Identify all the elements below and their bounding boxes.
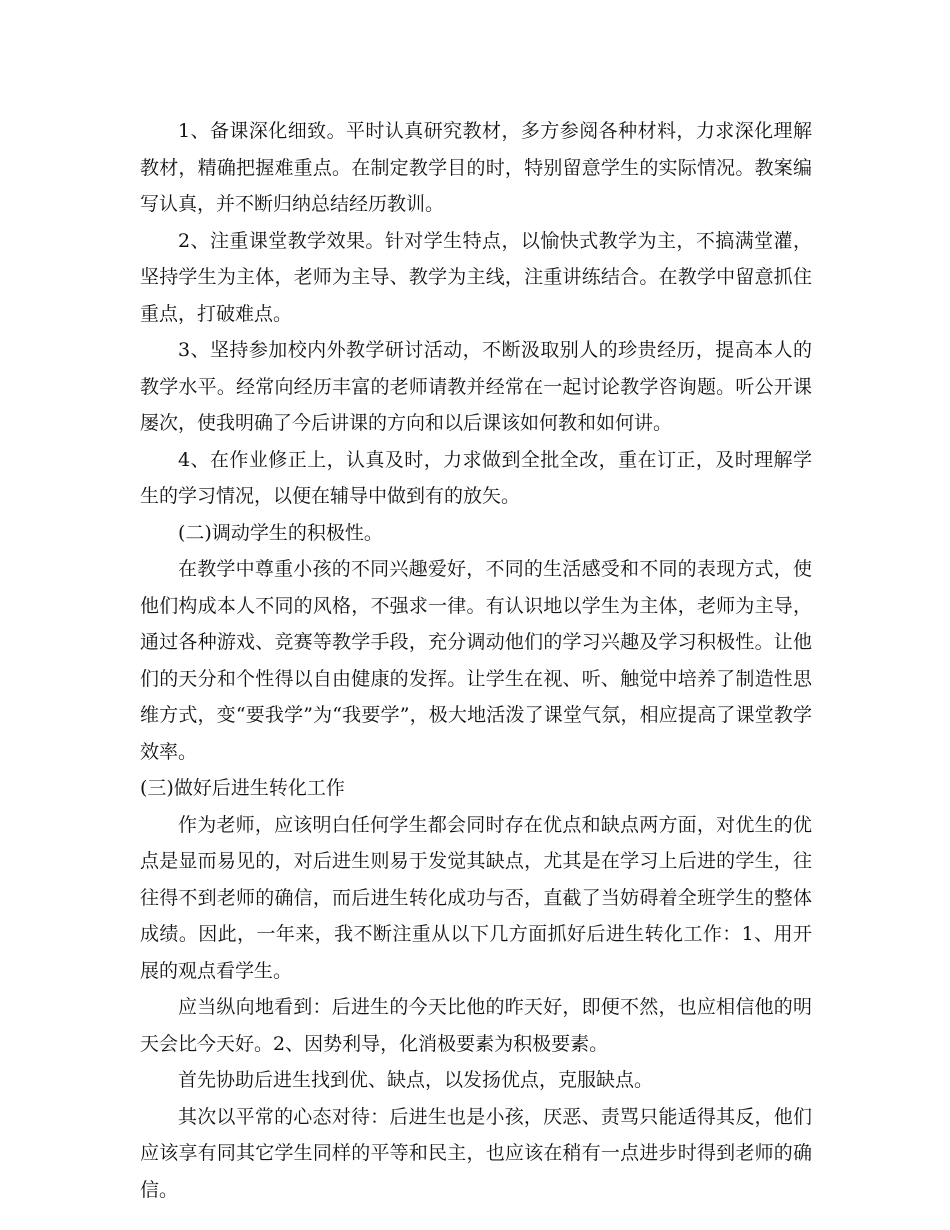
paragraph-teaching-research: 3、坚持参加校内外教学研讨活动，不断汲取别人的珍贵经历，提高本人的教学水平。经常向经历丰富的老师请教并经常在一起讨论教学咨询题。听公开课屡次，使我明确了今后讲课的方向和以后课该如何教和如何讲。	[140, 339, 812, 434]
paragraph-underachievers-intro: 作为老师，应该明白任何学生都会同时存在优点和缺点两方面，对优生的优点是显而易见的，对后进生则易于发觉其缺点，尤其是在学习上后进的学生，往往得不到老师的确信，而后进生转化成功与否，直截了当妨碍着全班学生的整体成绩。因此，一年来，我不断注重从以下几方面抓好后进生转化工作：1、用开展的观点看学生。	[140, 813, 812, 982]
paragraph-lesson-preparation: 1、备课深化细致。平时认真研究教材，多方参阅各种材料，力求深化理解教材，精确把握难重点。在制定教学目的时，特别留意学生的实际情况。教案编写认真，并不断归纳总结经历教训。	[140, 120, 812, 215]
paragraph-classroom-effect: 2、注重课堂教学效果。针对学生特点，以愉快式教学为主，不搞满堂灌，坚持学生为主体，老师为主导、教学为主线，注重讲练结合。在教学中留意抓住重点，打破难点。	[140, 229, 812, 325]
paragraph-homework-correction: 4、在作业修正上，认真及时，力求做到全批全改，重在订正，及时理解学生的学习情况，以便在辅导中做到有的放矢。	[140, 448, 812, 507]
paragraph-find-strengths: 首先协助后进生找到优、缺点，以发扬优点，克服缺点。	[178, 1069, 654, 1091]
paragraph-vertical-view: 应当纵向地看到：后进生的今天比他的昨天好，即便不然，也应相信他的明天会比今天好。2、因势利导，化消极要素为积极要素。	[140, 996, 812, 1055]
paragraph-motivation: 在教学中尊重小孩的不同兴趣爱好，不同的生活感受和不同的表现方式，使他们构成本人不同的风格，不强求一律。有认识地以学生为主体，老师为主导，通过各种游戏、竞赛等教学手段，充分调动他们的学习兴趣及学习积极性。让他们的天分和个性得以自由健康的发挥。让学生在视、听、触觉中培养了制造性思维方式，变“要我学”为“我要学”，极大地活泼了课堂气氛，相应提高了课堂教学效率。	[140, 558, 812, 763]
paragraph-normal-attitude: 其次以平常的心态对待：后进生也是小孩，厌恶、责骂只能适得其反，他们应该享有同其它学生同样的平等和民主，也应该在稍有一点进步时得到老师的确信。	[140, 1105, 812, 1201]
document-body	[140, 113, 812, 1208]
section-heading-underachievers: (三)做好后进生转化工作	[140, 777, 345, 799]
section-heading-motivation: (二)调动学生的积极性。	[178, 521, 383, 544]
